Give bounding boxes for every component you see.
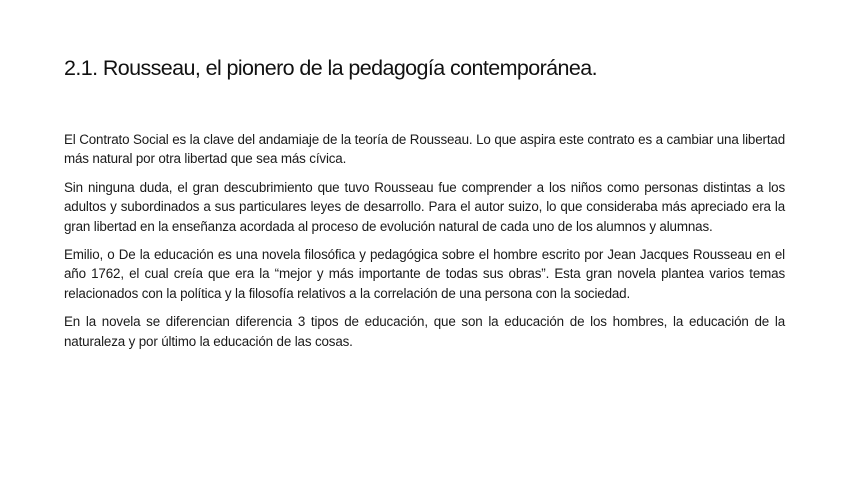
paragraph-tipos-educacion: En la novela se diferencian diferencia 3 tipos de educación, que son la educación de los hombres, la educación de la naturaleza y por último la educación de las cosas. xyxy=(64,314,785,349)
paragraph-emilio: Emilio, o De la educación es una novela filosófica y pedagógica sobre el hombre escrito por Jean Jacques Rousseau en el año 1762, el cual creía que era la “mejor y más importante de todas sus obras”. Esta gran novela plantea varios temas relacionados con la política y la filosofía relativos a la correlación de una persona con la sociedad. xyxy=(64,247,785,301)
paragraph-contrato-social: El Contrato Social es la clave del andamiaje de la teoría de Rousseau. Lo que aspira este contrato es a cambiar una libertad más natural por otra libertad que sea más cívica. xyxy=(64,132,785,167)
paragraph-descubrimiento: Sin ninguna duda, el gran descubrimiento que tuvo Rousseau fue comprender a los niños como personas distintas a los adultos y subordinados a sus particulares leyes de desarrollo. Para el autor suizo, lo que consideraba más apreciado era la gran libertad en la enseñanza acordada al proceso de evolución natural de cada uno de los alumnos y alumnas. xyxy=(64,179,785,234)
slide-title: 2.1. Rousseau, el pionero de la pedagogía contemporánea. xyxy=(64,56,597,80)
slide-body xyxy=(64,130,785,360)
